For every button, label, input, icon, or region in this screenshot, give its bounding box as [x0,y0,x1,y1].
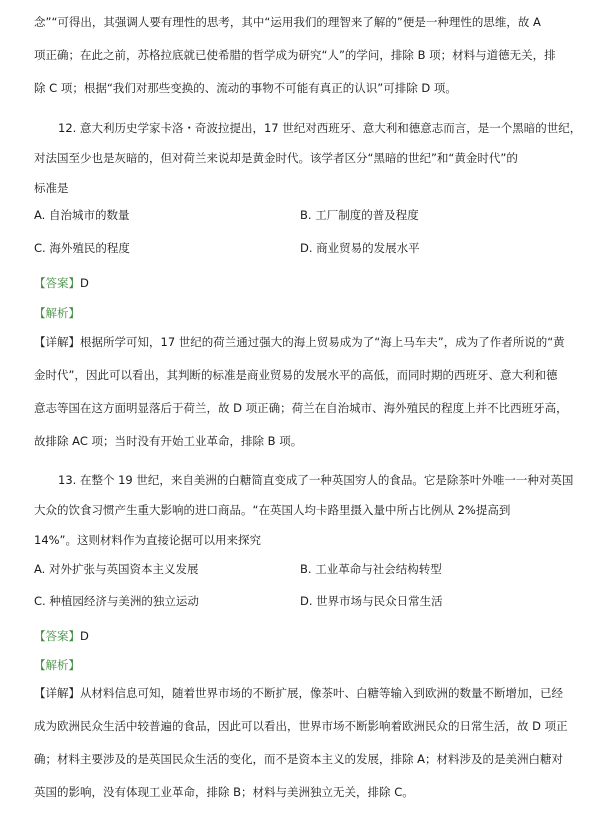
q12-answer-row [34,275,89,291]
q12-analysis-tag [34,305,80,321]
q12-detail-text-1: 根据所学可知，17 世纪的荷兰通过强大的海上贸易成为了“海上马车夫”，成为了作者所说的“黄 [80,335,565,349]
q13-option-d: D. 世界市场与民众日常生活 [300,594,443,608]
q13-option-a: A. 对外扩张与英国资本主义发展 [34,562,199,576]
q12-detail-line-4: 故排除 AC 项；当时没有开始工业革命，排除 B 项。 [34,434,303,448]
q13-detail-text-1: 从材料信息可知，随着世界市场的不断扩展，像茶叶、白糖等输入到欧洲的数量不断增加，已经 [80,686,563,700]
q13-option-c: C. 种植园经济与美洲的独立运动 [34,594,199,608]
q12-option-d: D. 商业贸易的发展水平 [300,241,420,255]
q12-stem-line-3: 标准是 [34,181,69,195]
q12-stem-line-1: 12. 意大利历史学家卡洛・奇波拉提出，17 世纪对西班牙、意大利和德意志而言，是一个黑暗的世纪， [58,121,582,135]
q12-analysis-label: 【解析】 [34,306,80,320]
q13-answer-row [34,628,89,644]
q12-option-a: A. 自治城市的数量 [34,208,130,222]
q13-option-b: B. 工业革命与社会结构转型 [300,562,442,576]
q12-answer-tag: 【答案】 [34,276,80,290]
q13-answer-tag: 【答案】 [34,629,80,643]
q12-detail-line-1 [34,334,565,350]
intro-line-3: 除 C 项；根据“我们对那些变换的、流动的事物不可能有真正的认识”可排除 D 项。 [34,81,457,95]
q13-analysis-label: 【解析】 [34,658,80,672]
q13-detail-line-4: 英国的影响，没有体现工业革命，排除 B；材料与美洲独立无关，排除 C。 [34,785,414,799]
q13-detail-line-2: 成为欧洲民众生活中较普遍的食品，因此可以看出，世界市场不断影响着欧洲民众的日常生活，故 D 项正 [34,719,568,733]
q13-stem-line-2: 大众的饮食习惯产生重大影响的进口商品。“在英国人均卡路里摄入量中所占比例从 2%提高到 [34,503,511,517]
q12-option-c: C. 海外殖民的程度 [34,241,130,255]
q12-detail-tag: 【详解】 [34,335,80,349]
q12-option-b: B. 工厂制度的普及程度 [300,208,419,222]
q12-stem-line-2: 对法国至少也是灰暗的，但对荷兰来说却是黄金时代。该学者区分“黑暗的世纪”和“黄金时代”的 [34,151,518,165]
q13-detail-line-3: 确；材料主要涉及的是英国民众生活的变化，而不是资本主义的发展，排除 A；材料涉及的是美洲白糖对 [34,752,564,766]
intro-line-1: 念”“可得出，其强调人要有理性的思考，其中“运用我们的理智来了解的”便是一种理性的思维，故 A [34,15,541,29]
intro-line-2: 项正确；在此之前，苏格拉底就已使希腊的哲学成为研究“人”的学问，排除 B 项；材料与道德无关，排 [34,48,556,62]
q13-detail-tag: 【详解】 [34,686,80,700]
q12-detail-line-2: 金时代”，因此可以看出，其判断的标准是商业贸易的发展水平的高低，而同时期的西班牙、意大利和德 [34,368,558,382]
q13-analysis-tag [34,657,80,673]
q12-detail-line-3: 意志等国在这方面明显落后于荷兰，故 D 项正确；荷兰在自治城市、海外殖民的程度上并不比西班牙高， [34,401,568,415]
q13-stem-line-1: 13. 在整个 19 世纪，来自美洲的白糖简直变成了一种英国穷人的食品。它是除茶叶外唯一一种对英国 [58,473,574,487]
q12-answer-value: D [80,276,89,290]
q13-stem-line-3: 14%”。这则材料作为直接论据可以用来探究 [34,533,262,547]
q13-detail-line-1 [34,685,563,701]
q13-answer-value: D [80,629,89,643]
